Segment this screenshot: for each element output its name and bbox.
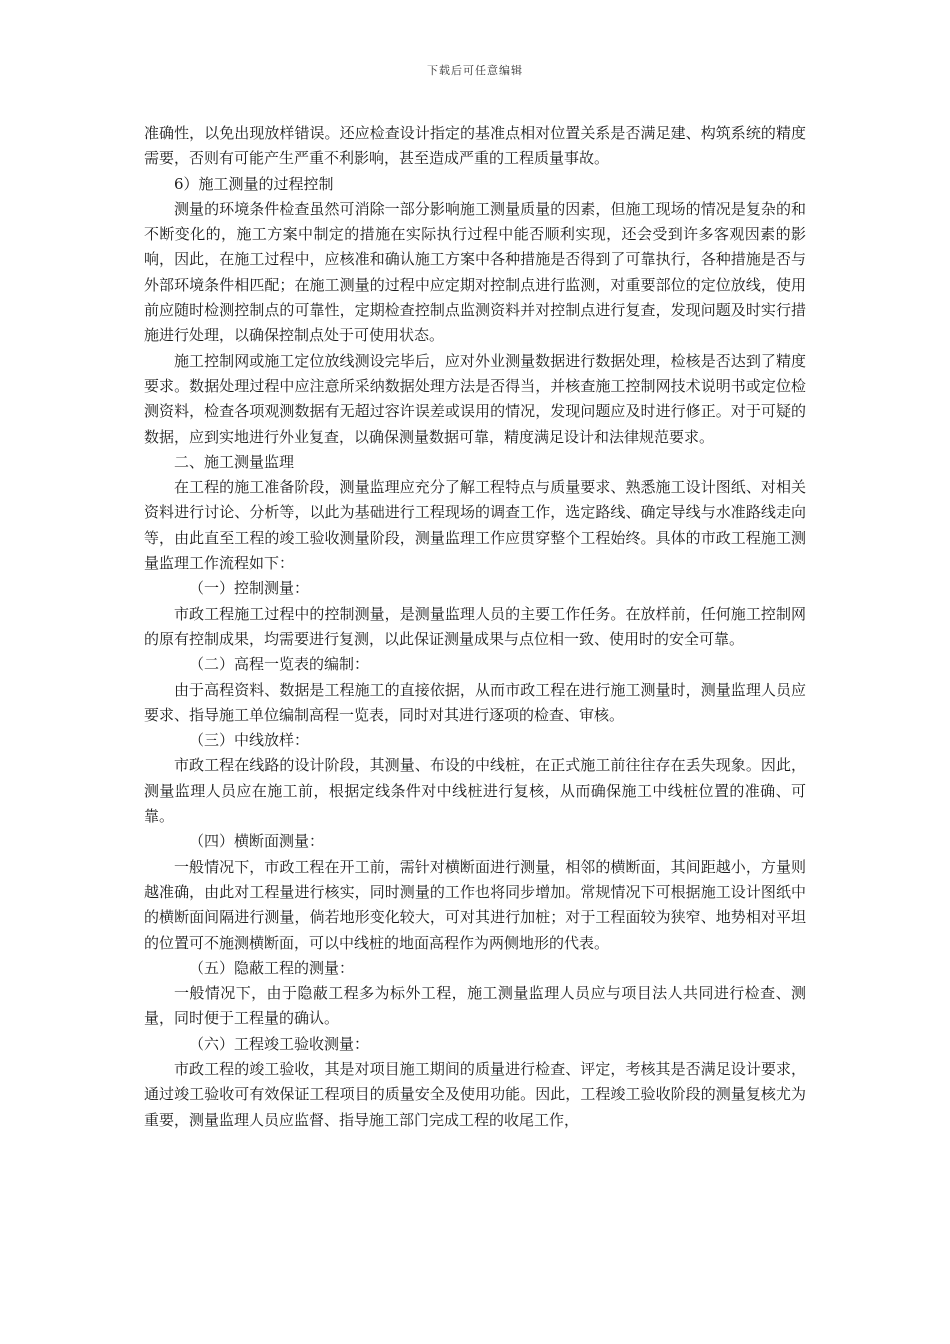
page-header: 下载后可任意编辑: [427, 64, 523, 77]
paragraph: 施工控制网或施工定位放线测设完毕后，应对外业测量数据进行数据处理，检核是否达到了精度要求。数据处理过程中应注意所采纳数据处理方法是否得当，并核查施工控制网技术说明书或定位检测资料，检查各项观测数据有无超过容许误差或误用的情况，发现问题应及时进行修正。对于可疑的数据，应到实地进行外业复查，以确保测量数据可靠，精度满足设计和法律规范要求。: [144, 351, 806, 446]
subheading-elevation-table: （二）高程一览表的编制：: [189, 655, 370, 674]
paragraph: 在工程的施工准备阶段，测量监理应充分了解工程特点与质量要求、熟悉施工设计图纸、对相关资料进行讨论、分析等，以此为基础进行工程现场的调查工作，选定路线、确定导线与水准路线走向等，由此直至工程的竣工验收测量阶段，测量监理工作应贯穿整个工程始终。具体的市政工程施工测量监理工作流程如下：: [144, 478, 806, 573]
paragraph-continuation: 准确性，以免出现放样错误。还应检查设计指定的基准点相对位置关系是否满足建、构筑系统的精度需要，否则有可能产生严重不利影响，甚至造成严重的工程质量事故。: [144, 124, 806, 168]
subheading-concealed-works: （五）隐蔽工程的测量：: [189, 958, 355, 977]
section-heading-2: 二、施工测量监理: [174, 452, 295, 471]
paragraph: 由于高程资料、数据是工程施工的直接依据，从而市政工程在进行施工测量时，测量监理人员应要求、指导施工单位编制高程一览表，同时对其进行逐项的检查、审核。: [144, 680, 806, 724]
subheading-centerline-staking: （三）中线放样：: [189, 731, 310, 750]
paragraph: 市政工程施工过程中的控制测量，是测量监理人员的主要工作任务。在放样前，任何施工控制网的原有控制成果，均需要进行复测，以此保证测量成果与点位相一致、使用时的安全可靠。: [144, 604, 806, 648]
paragraph: 一般情况下，由于隐蔽工程多为标外工程，施工测量监理人员应与项目法人共同进行检查、测量，同时便于工程量的确认。: [144, 984, 806, 1028]
paragraph: 市政工程在线路的设计阶段，其测量、布设的中线桩，在正式施工前往往存在丢失现象。因此，测量监理人员应在施工前，根据定线条件对中线桩进行复核，从而确保施工中线桩位置的准确、可靠。: [144, 756, 806, 826]
paragraph: 一般情况下，市政工程在开工前，需针对横断面进行测量，相邻的横断面，其间距越小，方量则越准确，由此对工程量进行核实，同时测量的工作也将同步增加。常规情况下可根据施工设计图纸中的横断面间隔进行测量，倘若地形变化较大，可对其进行加桩；对于工程面较为狭窄、地势相对平坦的位置可不施测横断面，可以中线桩的地面高程作为两侧地形的代表。: [144, 857, 806, 952]
subheading-control-survey: （一）控制测量：: [189, 579, 310, 598]
document-body: [144, 121, 806, 1133]
section-heading-6: 6）施工测量的过程控制: [174, 174, 334, 193]
subheading-completion-acceptance: （六）工程竣工验收测量：: [189, 1034, 370, 1053]
paragraph: 测量的环境条件检查虽然可消除一部分影响施工测量质量的因素，但施工现场的情况是复杂的和不断变化的，施工方案中制定的措施在实际执行过程中能否顺利实现，还会受到许多客观因素的影响，因此，在施工过程中，应核准和确认施工方案中各种措施是否得到了可靠执行，各种措施是否与外部环境条件相匹配；在施工测量的过程中应定期对控制点进行监测，对重要部位的定位放线，使用前应随时检测控制点的可靠性，定期检查控制点监测资料并对控制点进行复查，发现问题及时实行措施进行处理，以确保控制点处于可使用状态。: [144, 199, 806, 345]
paragraph: 市政工程的竣工验收，其是对项目施工期间的质量进行检查、评定，考核其是否满足设计要求，通过竣工验收可有效保证工程项目的质量安全及使用功能。因此，工程竣工验收阶段的测量复核尤为重要，测量监理人员应监督、指导施工部门完成工程的收尾工作，: [144, 1059, 806, 1129]
subheading-cross-section: （四）横断面测量：: [189, 832, 325, 851]
